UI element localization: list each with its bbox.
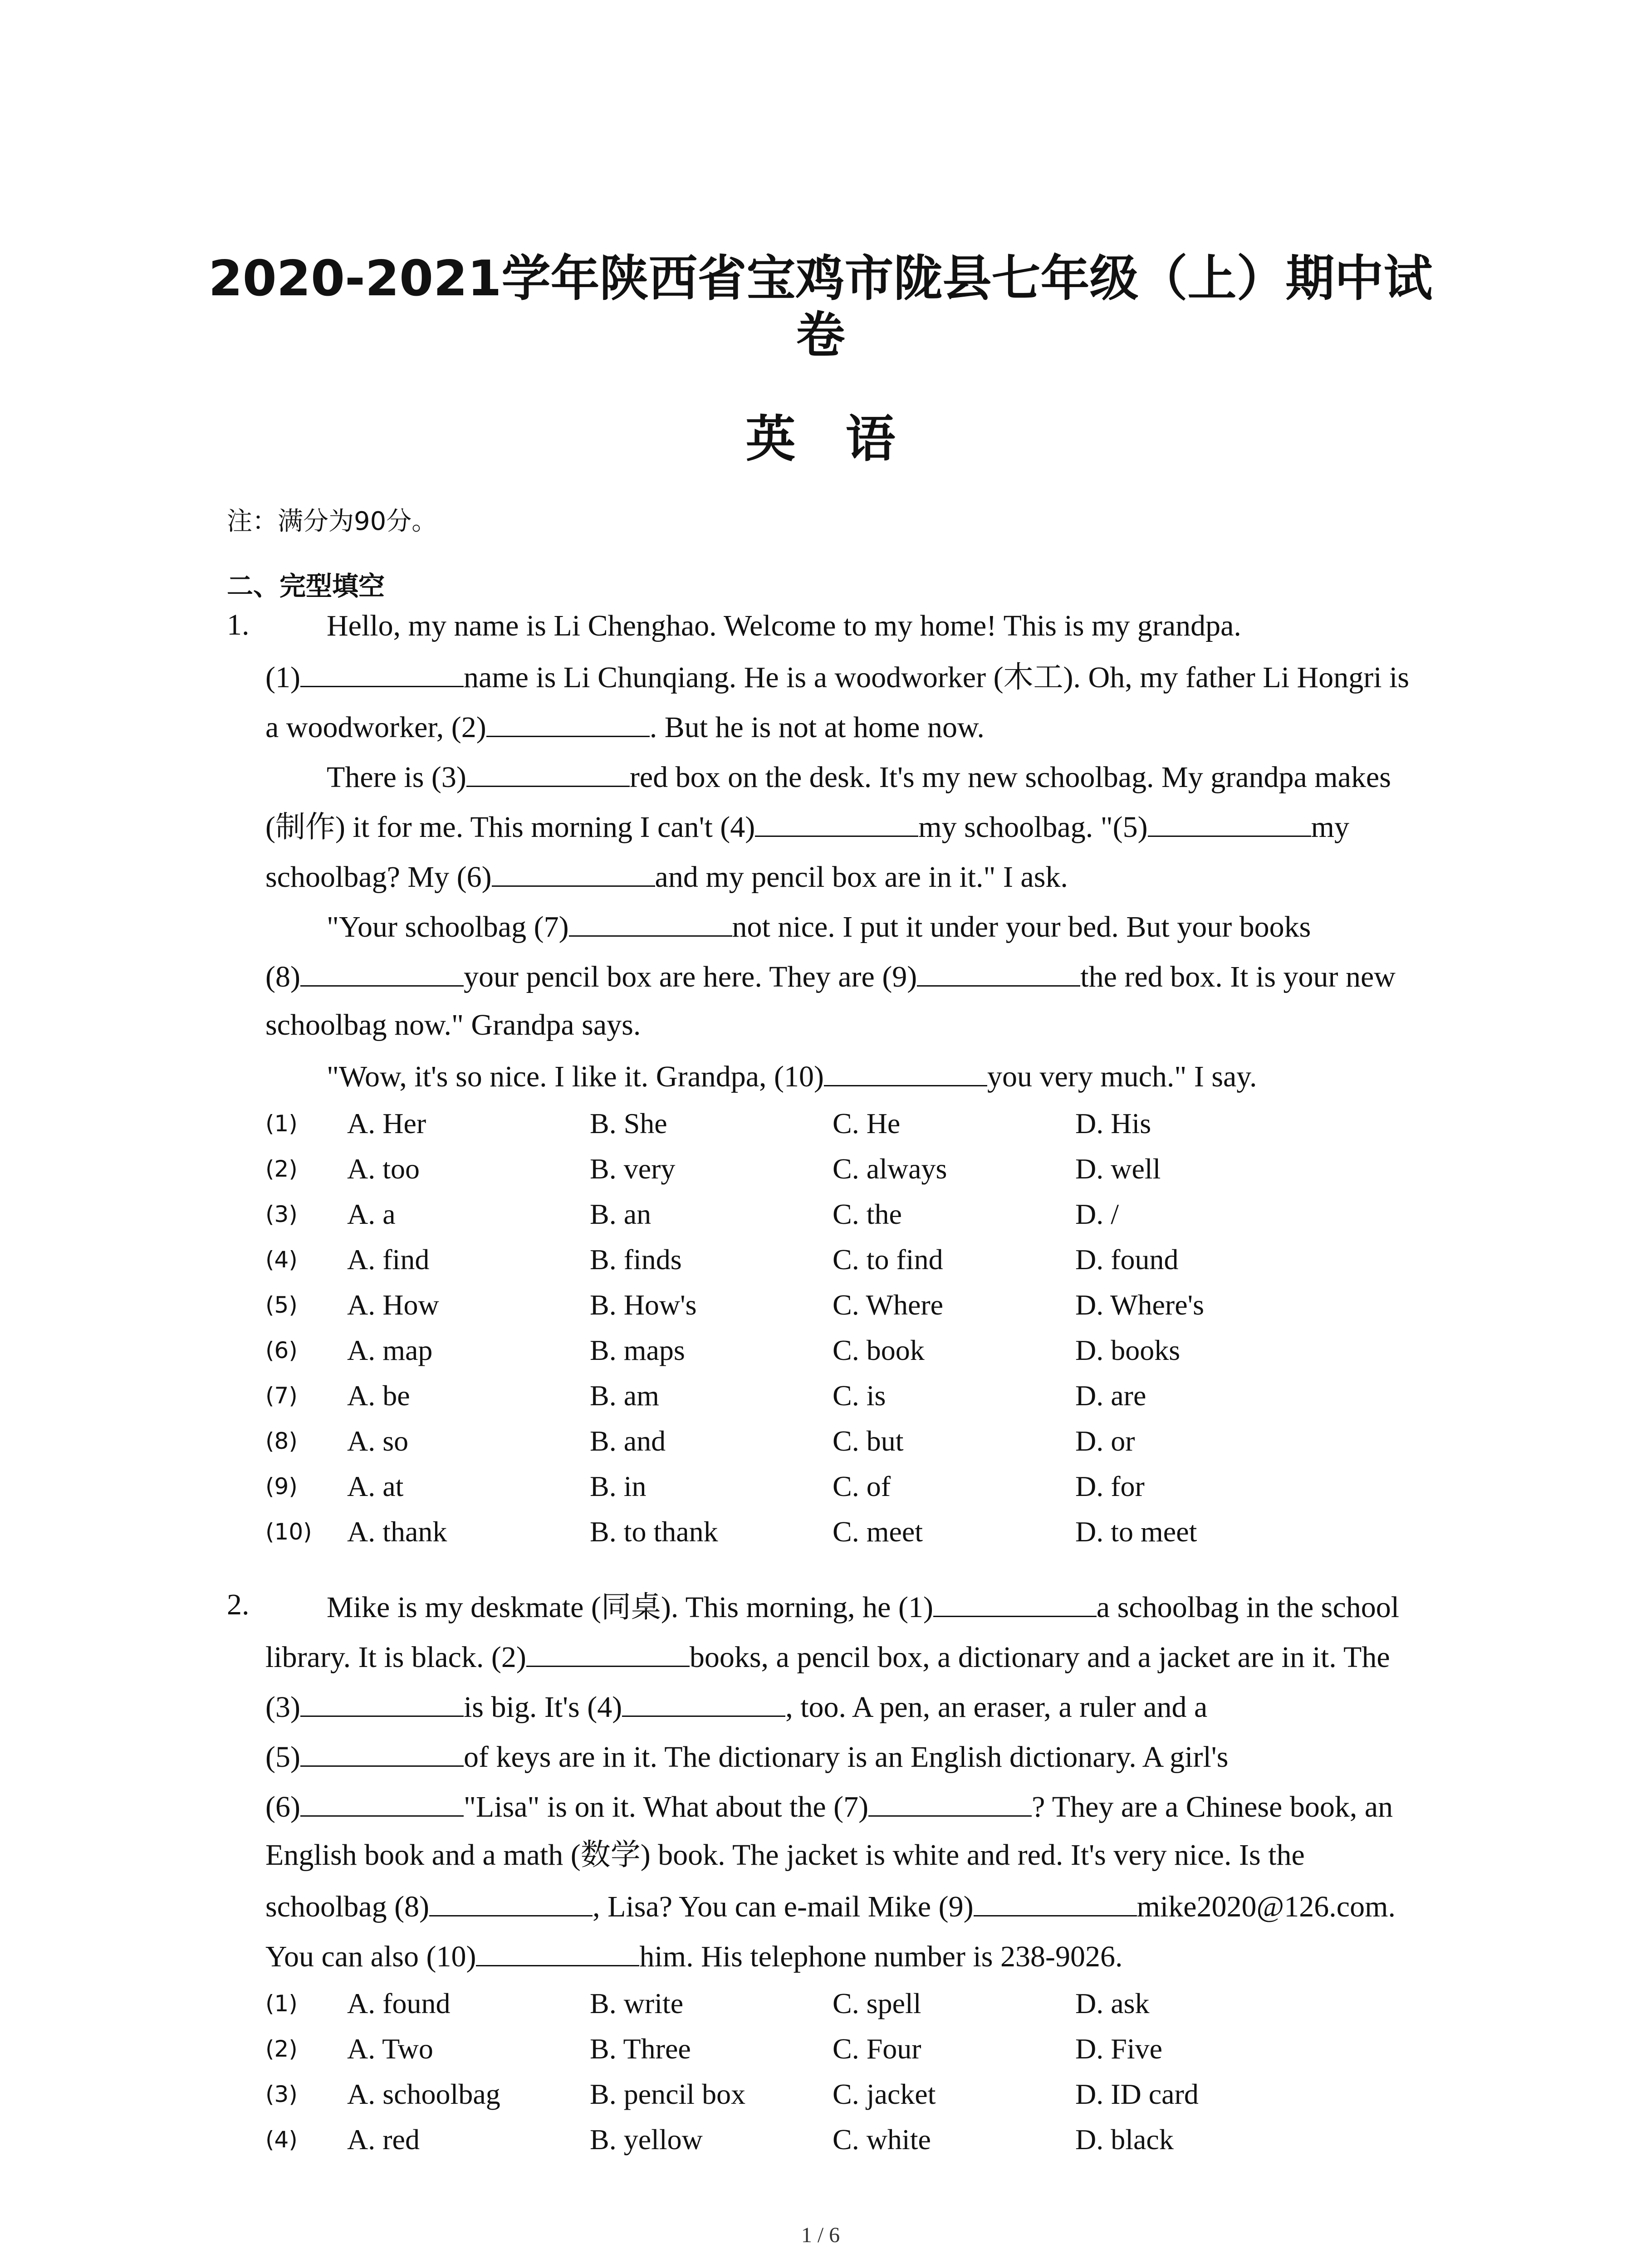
passage-line xyxy=(265,1787,1427,1825)
option-row xyxy=(265,2032,1490,2073)
passage-text: ? They are a Chinese book, an xyxy=(1032,1790,1393,1823)
answer-blank[interactable] xyxy=(300,1737,464,1767)
passage-text: him. His telephone number is 238-9026. xyxy=(639,1940,1123,1973)
option-b[interactable]: B. finds xyxy=(590,1243,682,1276)
option-b[interactable]: B. am xyxy=(590,1379,659,1412)
option-d[interactable]: D. black xyxy=(1075,2123,1174,2156)
passage-text: my xyxy=(1311,811,1349,844)
option-c[interactable]: C. spell xyxy=(833,1987,921,2019)
option-b[interactable]: B. pencil box xyxy=(590,2078,746,2110)
passage-text: schoolbag (8) xyxy=(265,1890,430,1923)
passage-line xyxy=(265,658,1427,696)
option-c[interactable]: C. meet xyxy=(833,1515,923,1548)
answer-blank[interactable] xyxy=(933,1588,1097,1617)
option-c[interactable]: C. but xyxy=(833,1425,904,1457)
option-number: (3) xyxy=(265,2081,298,2107)
passage-line xyxy=(327,1588,1488,1626)
exam-title-line2: 卷 xyxy=(796,307,845,364)
option-d[interactable]: D. well xyxy=(1075,1153,1161,1185)
passage-text: my schoolbag. "(5) xyxy=(918,811,1148,844)
option-a[interactable]: A. find xyxy=(347,1243,430,1276)
passage-text: red box on the desk. It's my new schoolbag. My grandpa makes xyxy=(629,761,1391,794)
option-row xyxy=(265,1152,1490,1193)
passage-text: of keys are in it. The dictionary is an English dictionary. A girl's xyxy=(463,1740,1229,1774)
option-c[interactable]: C. book xyxy=(833,1334,925,1366)
option-row xyxy=(265,1987,1490,2028)
passage-line xyxy=(327,1057,1488,1095)
option-a[interactable]: A. red xyxy=(347,2123,420,2156)
option-d[interactable]: D. Five xyxy=(1075,2033,1162,2065)
passage-text: (1) xyxy=(265,661,300,694)
option-a[interactable]: A. How xyxy=(347,1289,439,1321)
question-number: 2. xyxy=(227,1588,250,1621)
passage-text: . But he is not at home now. xyxy=(649,711,985,744)
passage-text: "Lisa" is on it. What about the (7) xyxy=(463,1790,869,1823)
option-b[interactable]: B. Three xyxy=(590,2033,691,2065)
passage-text: not nice. I put it under your bed. But your books xyxy=(732,910,1311,943)
passage-text: You can also (10) xyxy=(265,1940,476,1973)
passage-text: (6) xyxy=(265,1790,300,1823)
exam-title-line1: 2020-2021学年陕西省宝鸡市陇县七年级（上）期中试 xyxy=(208,250,1433,307)
passage-line xyxy=(265,708,1427,746)
passage-line xyxy=(265,857,1427,895)
option-c[interactable]: C. jacket xyxy=(833,2078,936,2110)
answer-blank[interactable] xyxy=(917,957,1080,987)
option-a[interactable]: A. map xyxy=(347,1334,433,1366)
option-c[interactable]: C. Where xyxy=(833,1289,944,1321)
option-number: (4) xyxy=(265,1246,298,1273)
passage-text: There is (3) xyxy=(327,761,466,794)
option-d[interactable]: D. found xyxy=(1075,1243,1179,1276)
option-c[interactable]: C. is xyxy=(833,1379,886,1412)
option-b[interactable]: B. to thank xyxy=(590,1515,718,1548)
answer-blank[interactable] xyxy=(526,1637,690,1667)
option-d[interactable]: D. ask xyxy=(1075,1987,1150,2019)
passage-line xyxy=(327,608,1488,644)
passage-line xyxy=(265,1637,1427,1676)
passage-text: (3) xyxy=(265,1691,300,1724)
option-b[interactable]: B. She xyxy=(590,1107,667,1139)
passage-text: , too. A pen, an eraser, a ruler and a xyxy=(785,1691,1208,1724)
option-number: (7) xyxy=(265,1383,298,1409)
option-d[interactable]: D. books xyxy=(1075,1334,1181,1366)
passage-text: the red box. It is your new xyxy=(1080,960,1396,993)
option-row xyxy=(265,1424,1490,1465)
option-row xyxy=(265,1515,1490,1556)
answer-blank[interactable] xyxy=(492,857,655,887)
option-d[interactable]: D. to meet xyxy=(1075,1515,1197,1548)
option-d[interactable]: D. ID card xyxy=(1075,2078,1199,2110)
option-d[interactable]: D. / xyxy=(1075,1198,1119,1230)
option-row xyxy=(265,1107,1490,1148)
passage-text: (8) xyxy=(265,960,300,993)
passage-text: (5) xyxy=(265,1740,300,1774)
question-number: 1. xyxy=(227,608,250,641)
passage-text: name is Li Chunqiang. He is a woodworker (木工). Oh, my father Li Hongri is xyxy=(463,661,1410,694)
option-number: (4) xyxy=(265,2126,298,2153)
option-b[interactable]: B. How's xyxy=(590,1289,697,1321)
passage-text: (制作) it for me. This morning I can't (4) xyxy=(265,811,755,844)
answer-blank[interactable] xyxy=(824,1057,987,1086)
option-c[interactable]: C. always xyxy=(833,1153,947,1185)
option-a[interactable]: A. schoolbag xyxy=(347,2078,500,2110)
option-c[interactable]: C. the xyxy=(833,1198,902,1230)
passage-text: , Lisa? You can e-mail Mike (9) xyxy=(593,1890,974,1923)
score-note: 注：满分为90分。 xyxy=(227,507,437,536)
answer-blank[interactable] xyxy=(622,1687,785,1717)
option-a[interactable]: A. Two xyxy=(347,2033,433,2065)
option-c[interactable]: C. to find xyxy=(833,1243,943,1276)
passage-line xyxy=(265,1687,1427,1725)
passage-text: you very much." I say. xyxy=(987,1060,1257,1093)
option-a[interactable]: A. so xyxy=(347,1425,409,1457)
option-a[interactable]: A. a xyxy=(347,1198,396,1230)
passage-text: schoolbag now." Grandpa says. xyxy=(265,1008,641,1041)
option-b[interactable]: B. very xyxy=(590,1153,676,1185)
option-d[interactable]: D. His xyxy=(1075,1107,1151,1139)
option-row xyxy=(265,1198,1490,1238)
answer-blank[interactable] xyxy=(868,1787,1032,1817)
passage-line xyxy=(327,758,1488,796)
option-row xyxy=(265,1243,1490,1284)
answer-blank[interactable] xyxy=(486,708,650,737)
option-a[interactable]: A. be xyxy=(347,1379,410,1412)
option-a[interactable]: A. thank xyxy=(347,1515,447,1548)
answer-blank[interactable] xyxy=(300,957,464,987)
passage-line xyxy=(265,1837,1427,1873)
answer-blank[interactable] xyxy=(429,1887,593,1916)
answer-blank[interactable] xyxy=(569,907,732,937)
passage-line xyxy=(265,1737,1427,1775)
passage-text: mike2020@126.com. xyxy=(1136,1890,1396,1923)
answer-blank[interactable] xyxy=(476,1937,639,1966)
option-d[interactable]: D. are xyxy=(1075,1379,1146,1412)
answer-blank[interactable] xyxy=(300,1687,464,1717)
option-b[interactable]: B. write xyxy=(590,1987,684,2019)
option-c[interactable]: C. He xyxy=(833,1107,901,1139)
option-a[interactable]: A. at xyxy=(347,1470,404,1502)
passage-text: "Your schoolbag (7) xyxy=(327,910,569,943)
option-b[interactable]: B. yellow xyxy=(590,2123,703,2156)
option-number: (9) xyxy=(265,1473,298,1500)
option-number: (8) xyxy=(265,1428,298,1454)
option-row xyxy=(265,1470,1490,1510)
option-row xyxy=(265,2077,1490,2118)
answer-blank[interactable] xyxy=(1148,807,1311,837)
option-number: (10) xyxy=(265,1519,312,1545)
passage-text: your pencil box are here. They are (9) xyxy=(463,960,917,993)
option-d[interactable]: D. for xyxy=(1075,1470,1145,1502)
option-b[interactable]: B. an xyxy=(590,1198,652,1230)
option-a[interactable]: A. too xyxy=(347,1153,420,1185)
option-row xyxy=(265,1288,1490,1329)
option-number: (6) xyxy=(265,1337,298,1364)
option-c[interactable]: C. Four xyxy=(833,2033,921,2065)
passage-text: a schoolbag in the school xyxy=(1096,1591,1400,1624)
passage-line xyxy=(265,1007,1427,1043)
passage-text: English book and a math (数学) book. The jacket is white and red. It's very nice. Is the xyxy=(265,1838,1305,1872)
option-b[interactable]: B. in xyxy=(590,1470,647,1502)
answer-blank[interactable] xyxy=(300,1787,464,1817)
passage-text: books, a pencil box, a dictionary and a jacket are in it. The xyxy=(689,1641,1390,1674)
option-d[interactable]: D. or xyxy=(1075,1425,1135,1457)
passage-text: library. It is black. (2) xyxy=(265,1641,526,1674)
answer-blank[interactable] xyxy=(300,658,464,687)
passage-text: a woodworker, (2) xyxy=(265,711,486,744)
option-a[interactable]: A. Her xyxy=(347,1107,426,1139)
option-number: (2) xyxy=(265,2036,298,2062)
section-heading: 二、完型填空 xyxy=(227,571,385,601)
answer-blank[interactable] xyxy=(755,807,918,837)
option-row xyxy=(265,2123,1490,2164)
passage-text: Mike is my deskmate (同桌). This morning, he (1) xyxy=(327,1591,933,1624)
option-a[interactable]: A. found xyxy=(347,1987,451,2019)
passage-line xyxy=(327,907,1488,945)
option-number: (5) xyxy=(265,1292,298,1318)
option-b[interactable]: B. maps xyxy=(590,1334,685,1366)
passage-text: Hello, my name is Li Chenghao. Welcome to my home! This is my grandpa. xyxy=(327,609,1241,642)
subject-heading: 英语 xyxy=(745,410,945,468)
option-number: (3) xyxy=(265,1201,298,1227)
answer-blank[interactable] xyxy=(466,758,630,787)
passage-line xyxy=(265,1937,1427,1975)
passage-line xyxy=(265,957,1427,995)
passage-text: is big. It's (4) xyxy=(463,1691,622,1724)
option-number: (1) xyxy=(265,1990,298,2017)
passage-text: schoolbag? My (6) xyxy=(265,860,492,894)
option-row xyxy=(265,1334,1490,1374)
option-number: (2) xyxy=(265,1156,298,1182)
answer-blank[interactable] xyxy=(974,1887,1137,1916)
passage-line xyxy=(265,807,1427,846)
option-c[interactable]: C. white xyxy=(833,2123,931,2156)
passage-line xyxy=(265,1887,1427,1925)
option-c[interactable]: C. of xyxy=(833,1470,891,1502)
option-number: (1) xyxy=(265,1110,298,1137)
passage-text: "Wow, it's so nice. I like it. Grandpa, (10) xyxy=(327,1060,824,1093)
passage-text: and my pencil box are in it." I ask. xyxy=(655,860,1068,894)
option-row xyxy=(265,1379,1490,1420)
option-b[interactable]: B. and xyxy=(590,1425,666,1457)
option-d[interactable]: D. Where's xyxy=(1075,1289,1205,1321)
page-number: 1 / 6 xyxy=(801,2223,840,2247)
